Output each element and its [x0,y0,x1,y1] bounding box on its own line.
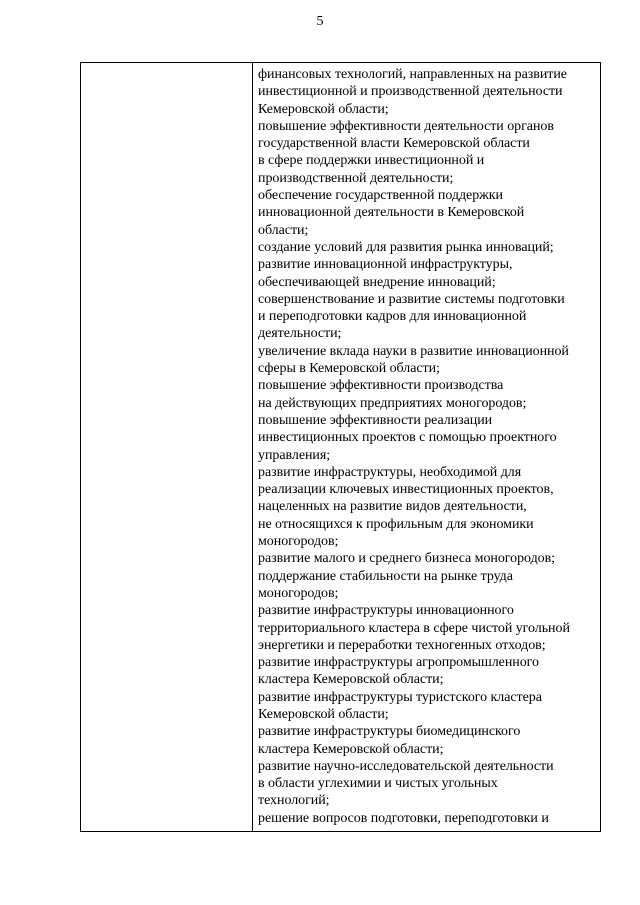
text-line: территориального кластера в сфере чистой угольной [258,620,570,636]
table-row [81,63,601,832]
text-line: инвестиционных проектов с помощью проектного [258,430,557,446]
left-cell [81,63,253,832]
text-line: увеличение вклада науки в развитие инновационной [258,343,569,359]
text-line: деятельности; [258,326,342,342]
page-number: 5 [316,14,324,29]
text-line: не относящихся к профильным для экономики [258,516,534,532]
text-line: и переподготовки кадров для инновационной [258,309,527,325]
text-line: решение вопросов подготовки, переподготовки и [258,810,549,826]
text-line: Кемеровской области; [258,101,389,117]
text-line: развитие инфраструктуры туристского кластера [258,689,542,705]
text-line: развитие инфраструктуры биомедицинского [258,724,521,740]
text-line: обеспечение государственной поддержки [258,188,503,204]
text-line: инновационной деятельности в Кемеровской [258,205,525,221]
text-line: поддержание стабильности на рынке труда [258,568,513,584]
goals-text [258,66,597,827]
text-line: развитие научно-исследовательской деятельности [258,758,554,774]
text-line: производственной деятельности; [258,170,454,186]
text-line: повышение эффективности деятельности органов [258,118,554,134]
text-line: финансовых технологий, направленных на развитие [258,67,567,82]
text-line: создание условий для развития рынка инноваций; [258,239,554,255]
text-line: на действующих предприятиях моногородов; [258,395,527,411]
text-line: реализации ключевых инвестиционных проектов, [258,482,554,498]
text-line: развитие инновационной инфраструктуры, [258,257,513,273]
text-line: инвестиционной и производственной деятельности [258,84,563,100]
text-line: управления; [258,447,331,463]
text-line: обеспечивающей внедрение инноваций; [258,274,496,290]
right-cell [253,63,601,832]
text-line: государственной власти Кемеровской области [258,136,530,152]
text-line: Кемеровской области; [258,706,389,722]
text-line: в области углехимии и чистых угольных [258,776,498,792]
text-line: сферы в Кемеровской области; [258,361,440,377]
text-line: нацеленных на развитие видов деятельности, [258,499,527,515]
text-line: энергетики и переработки техногенных отходов; [258,637,546,653]
text-line: моногородов; [258,534,339,550]
text-line: кластера Кемеровской области; [258,672,444,688]
text-line: развитие малого и среднего бизнеса моногородов; [258,551,556,567]
text-line: области; [258,222,309,238]
text-line: совершенствование и развитие системы подготовки [258,291,565,307]
text-line: в сфере поддержки инвестиционной и [258,153,485,169]
content-table [80,62,601,832]
text-line: повышение эффективности реализации [258,412,493,428]
text-line: развитие инфраструктуры инновационного [258,603,514,619]
text-line: развитие инфраструктуры агропромышленного [258,655,539,671]
text-line: развитие инфраструктуры, необходимой для [258,464,522,480]
text-line: технологий; [258,793,330,809]
text-line: кластера Кемеровской области; [258,741,444,757]
text-line: моногородов; [258,585,339,601]
text-line: повышение эффективности производства [258,378,504,394]
